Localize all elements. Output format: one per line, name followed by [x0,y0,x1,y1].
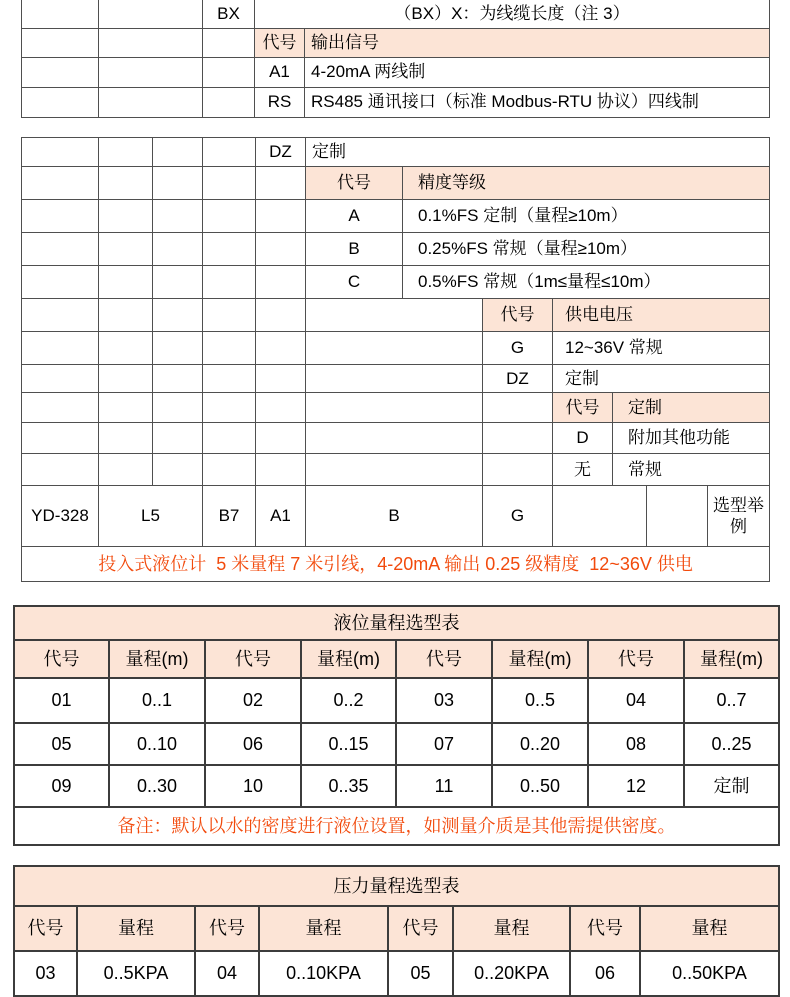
empty-cell [153,138,203,167]
empty-cell [153,299,203,332]
empty-cell [99,87,203,117]
empty-cell [22,365,99,393]
pressure-range-table [13,865,780,997]
empty-cell [22,167,99,200]
range-cell: 0..35 [301,765,396,807]
header-code-cell: 代号 [553,393,613,423]
desc-cell: 定制 [306,138,770,167]
table-row [22,423,770,454]
empty-cell [203,365,256,393]
desc-cell: 0.5%FS 常规（1m≤量程≤10m） [403,266,770,299]
empty-cell [306,454,483,486]
empty-cell [22,454,99,486]
header-cell: 代号 [14,906,77,951]
header-cell: 代号 [195,906,259,951]
empty-cell [99,0,203,28]
header-cell: 量程 [259,906,388,951]
empty-cell [256,233,306,266]
empty-cell [483,454,553,486]
empty-cell [306,332,483,365]
table-header-row [14,906,779,951]
desc-cell: 定制 [553,365,770,393]
header-cell: 量程 [77,906,195,951]
range-cell: 0..10KPA [259,951,388,996]
empty-cell [553,486,647,547]
empty-cell [203,423,256,454]
empty-cell [99,266,153,299]
table-row [22,233,770,266]
table-row [14,723,779,765]
table-row [22,200,770,233]
table-row [22,454,770,486]
header-label-cell: 供电电压 [553,299,770,332]
header-label-cell: 输出信号 [305,28,770,57]
code-cell: A1 [255,57,305,87]
table-title: 压力量程选型表 [14,866,779,906]
code-cell: 03 [14,951,77,996]
code-cell: 04 [195,951,259,996]
desc-cell: 0.25%FS 常规（量程≥10m） [403,233,770,266]
empty-cell [153,266,203,299]
code-cell: 06 [570,951,640,996]
table-row [22,57,770,87]
range-cell: 0..50KPA [640,951,779,996]
range-cell: 0..7 [684,678,779,723]
empty-cell [99,393,153,423]
note-row [14,807,779,845]
header-cell: 代号 [588,640,684,678]
desc-cell: 12~36V 常规 [553,332,770,365]
model-cell: YD-328 [22,486,99,547]
header-cell: 代号 [388,906,453,951]
table-row [14,951,779,996]
output-code-cell: A1 [256,486,306,547]
empty-cell [99,365,153,393]
empty-cell [203,299,256,332]
empty-cell [203,138,256,167]
empty-cell [203,393,256,423]
empty-cell [99,454,153,486]
range-cell: 0..50 [492,765,588,807]
code-cell: RS [255,87,305,117]
code-cell: 01 [14,678,109,723]
example-row [22,486,770,547]
header-label-cell: 精度等级 [403,167,770,200]
header-cell: 代号 [570,906,640,951]
empty-cell [203,28,255,57]
table-header-row [14,640,779,678]
code-cell: 08 [588,723,684,765]
header-cell: 量程(m) [109,640,205,678]
code-cell: D [553,423,613,454]
empty-cell [99,332,153,365]
empty-cell [22,299,99,332]
range-cell: 0..5 [492,678,588,723]
code-cell: 12 [588,765,684,807]
empty-cell [203,233,256,266]
empty-cell [483,423,553,454]
code-cell: DZ [256,138,306,167]
empty-cell [153,423,203,454]
empty-cell [99,423,153,454]
range-cell: 0..20 [492,723,588,765]
empty-cell [22,332,99,365]
empty-cell [153,233,203,266]
table-row [22,365,770,393]
range-cell: 0..2 [301,678,396,723]
table-row [14,765,779,807]
range-code-cell: L5 [99,486,203,547]
empty-cell [22,138,99,167]
empty-cell [203,454,256,486]
table-row [22,332,770,365]
empty-cell [306,393,483,423]
code-cell: 02 [205,678,301,723]
empty-cell [256,200,306,233]
desc-cell: RS485 通讯接口（标准 Modbus-RTU 协议）四线制 [305,87,770,117]
empty-cell [22,0,99,28]
header-cell: 量程(m) [492,640,588,678]
table-row [22,28,770,57]
empty-cell [256,167,306,200]
header-code-cell: 代号 [306,167,403,200]
header-cell: 量程(m) [301,640,396,678]
code-cell: BX [203,0,255,28]
empty-cell [22,57,99,87]
range-cell: 0..10 [109,723,205,765]
table-row [22,393,770,423]
empty-cell [647,486,708,547]
header-cell: 量程(m) [684,640,779,678]
code-cell: 09 [14,765,109,807]
empty-cell [99,28,203,57]
code-cell: 06 [205,723,301,765]
table-row [22,87,770,117]
header-cell: 代号 [14,640,109,678]
header-cell: 代号 [205,640,301,678]
empty-cell [22,233,99,266]
code-cell: 05 [388,951,453,996]
table-title: 液位量程选型表 [14,606,779,640]
empty-cell [153,200,203,233]
empty-cell [256,365,306,393]
empty-cell [203,332,256,365]
note-cell: 备注：默认以水的密度进行液位设置，如测量介质是其他需提供密度。 [14,807,779,845]
code-cell: 03 [396,678,492,723]
empty-cell [22,266,99,299]
table-row [22,299,770,332]
empty-cell [203,57,255,87]
output-signal-table [21,0,770,118]
header-label-cell: 定制 [613,393,770,423]
power-code-cell: G [483,486,553,547]
empty-cell [256,423,306,454]
range-cell: 0..15 [301,723,396,765]
desc-cell: 附加其他功能 [613,423,770,454]
empty-cell [306,423,483,454]
table-row [22,138,770,167]
example-desc-row [22,547,770,582]
cable-code-cell: B7 [203,486,256,547]
range-cell: 0..30 [109,765,205,807]
table-row [22,167,770,200]
empty-cell [203,167,256,200]
accuracy-code-cell: B [306,486,483,547]
empty-cell [256,393,306,423]
empty-cell [153,332,203,365]
empty-cell [153,365,203,393]
code-cell: G [483,332,553,365]
empty-cell [256,332,306,365]
empty-cell [99,57,203,87]
empty-cell [99,138,153,167]
code-cell: 04 [588,678,684,723]
code-cell: 10 [205,765,301,807]
code-cell: C [306,266,403,299]
desc-cell: 4-20mA 两线制 [305,57,770,87]
empty-cell [256,266,306,299]
empty-cell [306,365,483,393]
empty-cell [99,233,153,266]
empty-cell [306,299,483,332]
table-row [14,678,779,723]
header-code-cell: 代号 [255,28,305,57]
table-title-row [14,866,779,906]
empty-cell [22,87,99,117]
code-cell: 11 [396,765,492,807]
empty-cell [99,200,153,233]
range-cell: 定制 [684,765,779,807]
code-cell: DZ [483,365,553,393]
range-cell: 0..1 [109,678,205,723]
header-cell: 量程 [453,906,570,951]
code-cell: 无 [553,454,613,486]
empty-cell [483,393,553,423]
empty-cell [203,266,256,299]
empty-cell [153,393,203,423]
empty-cell [22,28,99,57]
table-row [22,0,770,28]
table-title-row [14,606,779,640]
code-cell: A [306,200,403,233]
range-cell: 0..25 [684,723,779,765]
code-cell: 05 [14,723,109,765]
desc-cell: 0.1%FS 定制（量程≥10m） [403,200,770,233]
empty-cell [153,167,203,200]
empty-cell [256,454,306,486]
empty-cell [203,87,255,117]
header-cell: 代号 [396,640,492,678]
empty-cell [22,423,99,454]
spec-cascade-table [21,137,770,582]
example-desc-cell: 投入式液位计 5 米量程 7 米引线，4-20mA 输出 0.25 级精度 12~36V 供电 [22,547,770,582]
desc-cell: （BX）X：为线缆长度（注 3） [255,0,770,28]
empty-cell [203,200,256,233]
empty-cell [256,299,306,332]
code-cell: B [306,233,403,266]
desc-cell: 常规 [613,454,770,486]
header-cell: 量程 [640,906,779,951]
table-row [22,266,770,299]
example-label-cell: 选型举例 [708,486,770,547]
empty-cell [99,299,153,332]
empty-cell [22,200,99,233]
empty-cell [153,454,203,486]
level-range-table [13,605,780,846]
empty-cell [22,393,99,423]
header-code-cell: 代号 [483,299,553,332]
range-cell: 0..20KPA [453,951,570,996]
code-cell: 07 [396,723,492,765]
range-cell: 0..5KPA [77,951,195,996]
empty-cell [99,167,153,200]
